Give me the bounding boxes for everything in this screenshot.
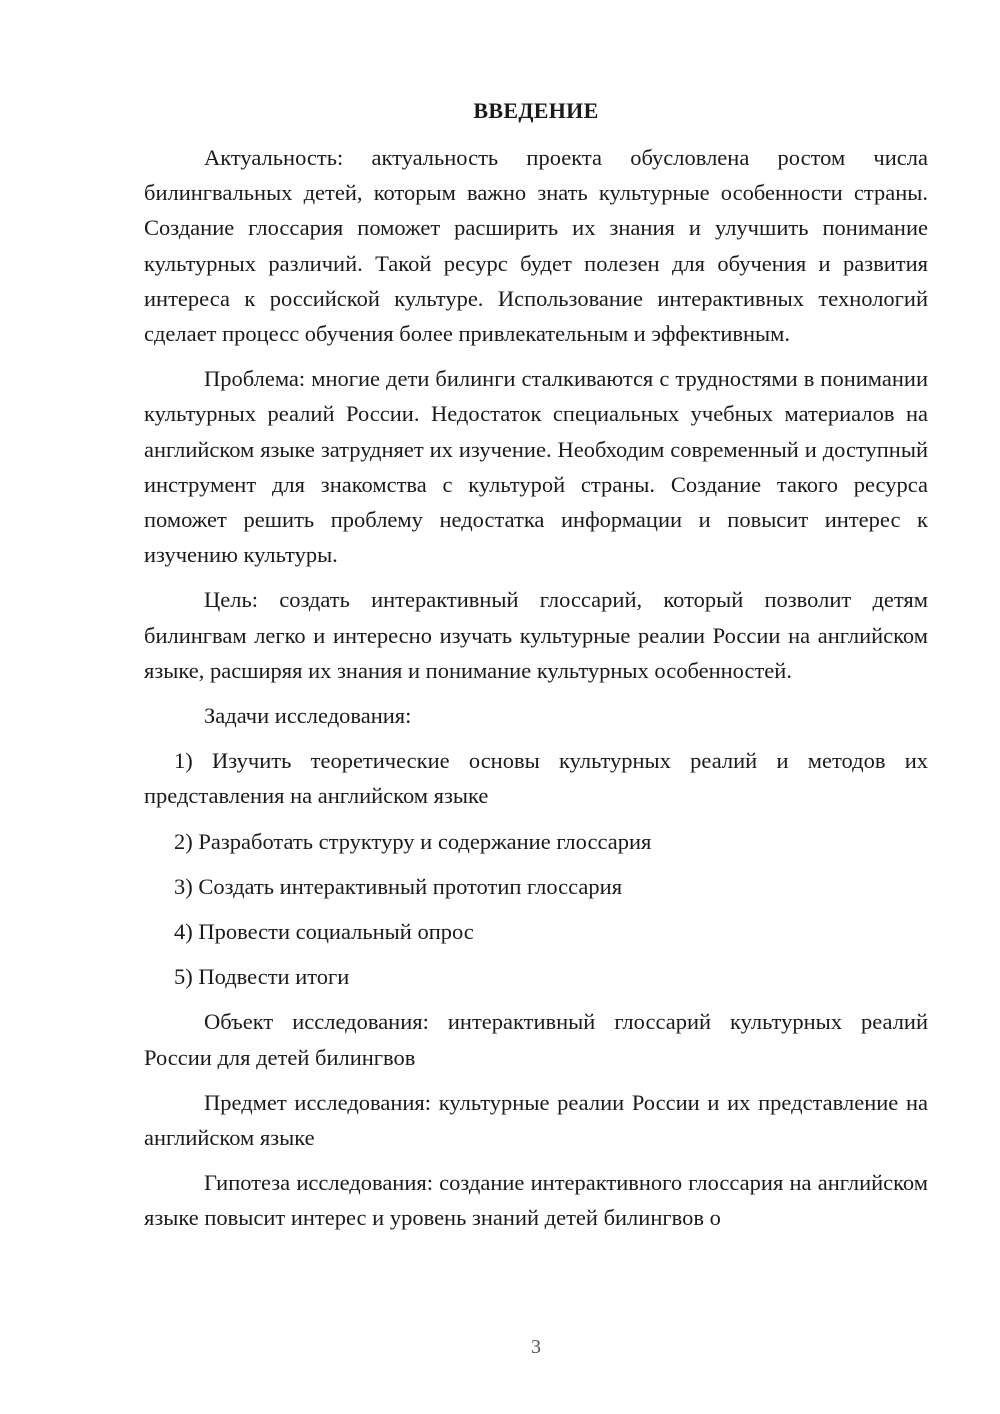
subject-paragraph: Предмет исследования: культурные реалии России и их представление на английском языке bbox=[144, 1089, 928, 1151]
hypothesis-paragraph: Гипотеза исследования: создание интерактивного глоссария на английском языке повысит интерес и уровень знаний детей билингвов о bbox=[144, 1170, 928, 1231]
task-item-1: 1) Изучить теоретические основы культурных реалий и методов их представления на английском языке bbox=[144, 748, 928, 809]
goal-paragraph: Цель: создать интерактивный глоссарий, который позволит детям билингвам легко и интересно изучать культурные реалии России на английском языке, расширяя их знания и понимание культурных особенностей. bbox=[144, 587, 928, 683]
tasks-heading: Задачи исследования: bbox=[204, 703, 412, 729]
page-number: 3 bbox=[531, 1336, 541, 1358]
relevance-paragraph: Актуальность: актуальность проекта обусловлена ростом числа билингвальных детей, которым важно знать культурные особенности страны. Создание глоссария поможет расширить их знания и улучшить понимание культурных различий. Такой ресурс будет полезен для обучения и развития интереса к российской культуре. Использование интерактивных технологий сделает процесс обучения более привлекательным и эффективным. bbox=[144, 145, 928, 347]
task-item-5: 5) Подвести итоги bbox=[174, 964, 350, 990]
object-paragraph: Объект исследования: интерактивный глоссарий культурных реалий России для детей билингвов bbox=[144, 1009, 928, 1070]
problem-paragraph: Проблема: многие дети билинги сталкиваются с трудностями в понимании культурных реалий России. Недостаток специальных учебных материалов на английском языке затрудняет их изучение. Необходим современный и доступный инструмент для знакомства с культурой страны. Создание такого ресурса поможет решить проблему недостатка информации и повысит интерес к изучению культуры. bbox=[144, 366, 928, 568]
task-item-2: 2) Разработать структуру и содержание глоссария bbox=[174, 828, 652, 854]
task-item-4: 4) Провести социальный опрос bbox=[174, 919, 474, 945]
section-title: ВВЕДЕНИЕ bbox=[473, 98, 599, 123]
body-text bbox=[144, 140, 928, 1246]
task-item-3: 3) Создать интерактивный прототип глоссария bbox=[174, 873, 623, 899]
